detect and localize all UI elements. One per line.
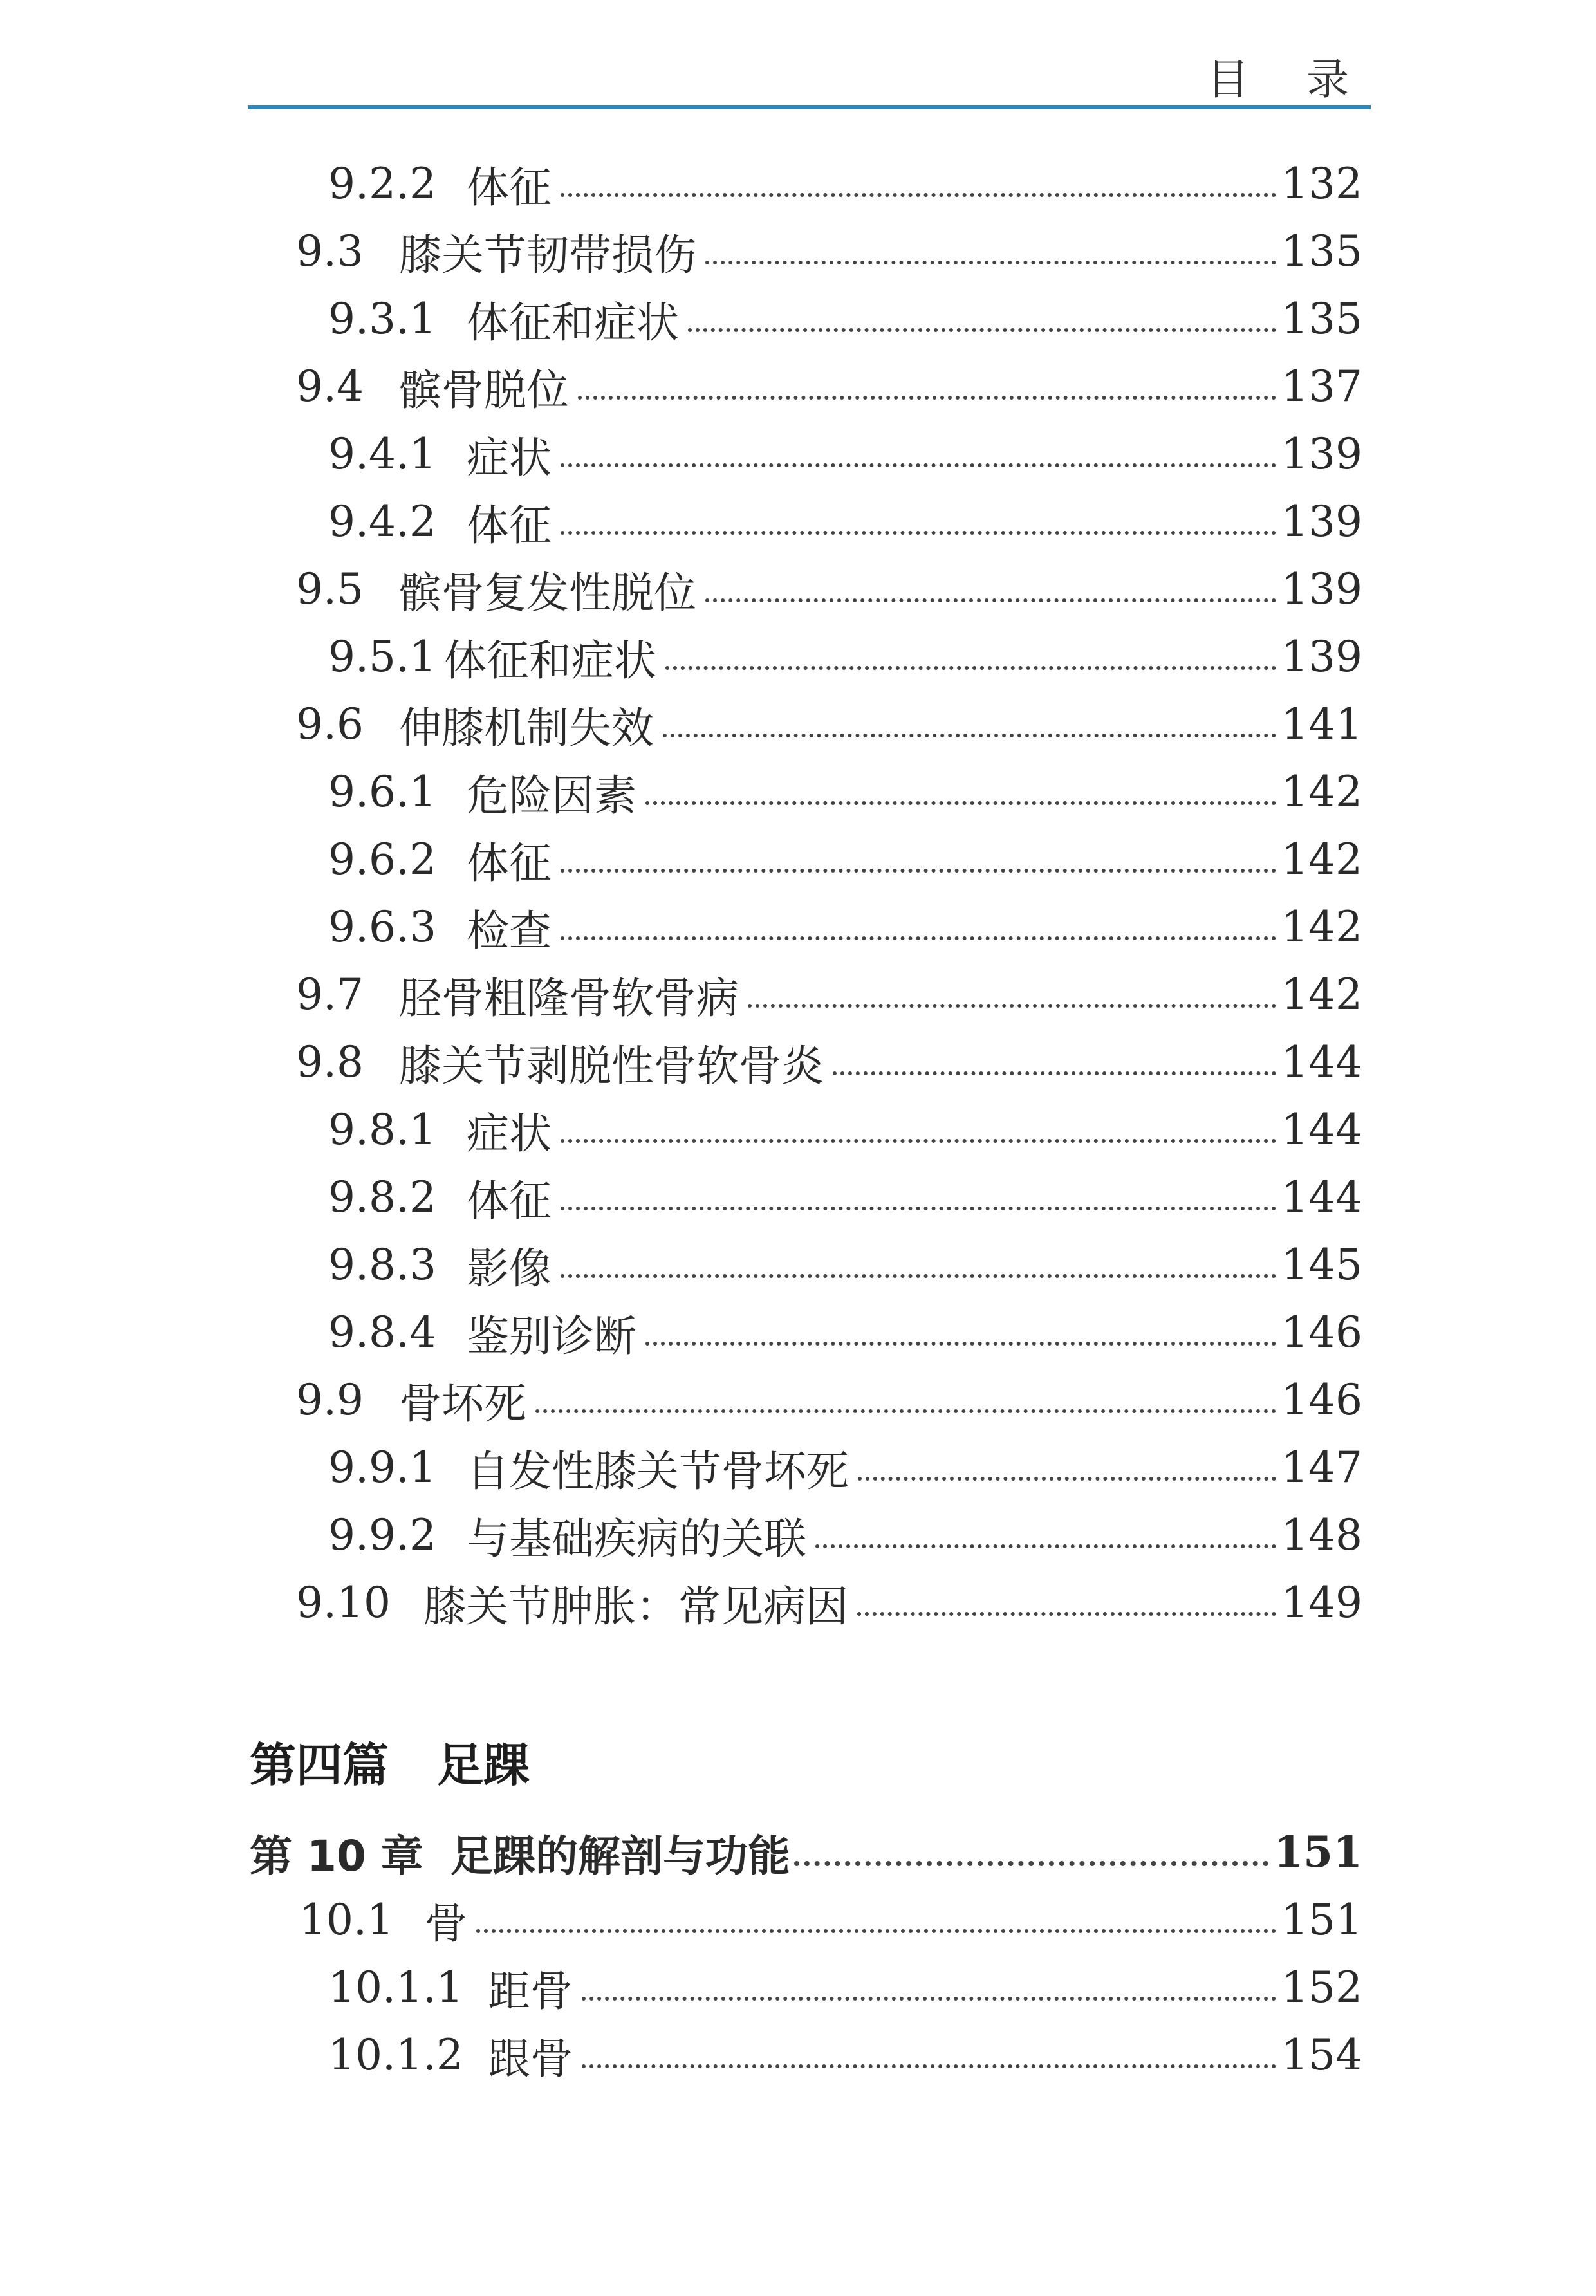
toc-entry-title: 胫骨粗隆骨软骨病 bbox=[399, 973, 739, 1023]
toc-entry[interactable] bbox=[296, 1570, 1362, 1634]
dot-leader bbox=[561, 193, 1276, 197]
toc-entry-title: 体征和症状 bbox=[467, 297, 679, 347]
dot-leader bbox=[857, 1612, 1276, 1616]
toc-entry-title: 体征和症状 bbox=[443, 635, 656, 685]
dot-leader bbox=[561, 1274, 1276, 1278]
dot-leader bbox=[705, 598, 1276, 602]
toc-entry-number: 9.9.2 bbox=[328, 1510, 436, 1560]
toc-entry-page: 137 bbox=[1281, 361, 1362, 411]
toc-entry-page: 144 bbox=[1281, 1172, 1362, 1222]
toc-entry-number: 9.6.2 bbox=[328, 834, 436, 884]
toc-entry[interactable] bbox=[328, 827, 1362, 891]
toc-entry-page: 148 bbox=[1281, 1510, 1362, 1560]
toc-entry-title: 检查 bbox=[467, 905, 552, 956]
dot-leader bbox=[688, 328, 1276, 332]
toc-entry-page: 139 bbox=[1281, 564, 1362, 614]
toc-entry-page: 142 bbox=[1281, 902, 1362, 952]
toc-entry-number: 9.5 bbox=[296, 564, 364, 614]
dot-leader bbox=[705, 261, 1276, 264]
toc-entry-number: 9.4 bbox=[296, 361, 364, 411]
toc-entry[interactable] bbox=[296, 1367, 1362, 1432]
toc-entry[interactable] bbox=[328, 1435, 1362, 1499]
toc-entry-title: 自发性膝关节骨坏死 bbox=[467, 1446, 849, 1496]
dot-leader bbox=[582, 1997, 1276, 2001]
toc-entry-title: 体征 bbox=[467, 1176, 552, 1226]
toc-entry-page: 152 bbox=[1281, 1962, 1362, 2012]
toc-entry[interactable] bbox=[296, 557, 1362, 621]
dot-leader bbox=[561, 463, 1276, 467]
toc-entry-number: 9.9.1 bbox=[328, 1442, 436, 1492]
toc-entry-page: 139 bbox=[1281, 429, 1362, 479]
dot-leader bbox=[665, 666, 1276, 670]
toc-entry[interactable] bbox=[328, 759, 1362, 824]
dot-leader bbox=[561, 1207, 1276, 1210]
toc-entry-page: 142 bbox=[1281, 766, 1362, 817]
toc-entry[interactable] bbox=[328, 1503, 1362, 1567]
toc-entry-title: 伸膝机制失效 bbox=[399, 703, 654, 753]
toc-entry-number: 9.8.3 bbox=[328, 1239, 436, 1290]
dot-leader bbox=[833, 1071, 1276, 1075]
toc-entry[interactable] bbox=[328, 2023, 1362, 2087]
toc-entry-page: 146 bbox=[1281, 1307, 1362, 1357]
toc-entry[interactable] bbox=[296, 1030, 1362, 1094]
toc-entry-title: 膝关节肿胀：常见病因 bbox=[423, 1581, 848, 1631]
toc-entry-title: 跟骨 bbox=[488, 2033, 573, 2084]
toc-entry[interactable] bbox=[328, 489, 1362, 553]
toc-entry[interactable] bbox=[296, 219, 1362, 283]
toc-entry-number: 9.3.1 bbox=[328, 293, 436, 344]
toc-entry-title: 体征 bbox=[467, 162, 552, 212]
toc-entry-title: 体征 bbox=[467, 500, 552, 550]
chapter-number: 第 10 章 bbox=[250, 1831, 423, 1881]
toc-entry-page: 145 bbox=[1281, 1239, 1362, 1290]
dot-leader bbox=[645, 1342, 1276, 1346]
toc-entry-number: 9.7 bbox=[296, 969, 364, 1019]
toc-entry-number: 9.6.3 bbox=[328, 902, 436, 952]
toc-entry-number: 10.1.1 bbox=[328, 1962, 463, 2012]
dot-leader bbox=[561, 936, 1276, 940]
toc-entry[interactable] bbox=[328, 1955, 1362, 2019]
toc-entry[interactable] bbox=[328, 1300, 1362, 1364]
toc-entry-title: 距骨 bbox=[488, 1966, 573, 2016]
dot-leader bbox=[476, 1929, 1276, 1933]
dot-leader bbox=[561, 531, 1276, 535]
dot-leader bbox=[794, 1861, 1268, 1866]
toc-entry[interactable] bbox=[328, 1165, 1362, 1229]
header-title: 目 录 bbox=[1207, 55, 1371, 104]
toc-entry[interactable] bbox=[328, 1097, 1362, 1162]
toc-entry-title: 影像 bbox=[467, 1243, 552, 1293]
header-rule bbox=[248, 105, 1371, 109]
dot-leader bbox=[815, 1544, 1276, 1548]
toc-entry-title: 与基础疾病的关联 bbox=[467, 1514, 806, 1564]
chapter-title: 足踝的解剖与功能 bbox=[450, 1831, 790, 1881]
toc-entry-number: 9.9 bbox=[296, 1375, 364, 1425]
toc-entry-title: 骨坏死 bbox=[399, 1378, 526, 1429]
dot-leader bbox=[561, 869, 1276, 873]
toc-entry-number: 9.6.1 bbox=[328, 766, 436, 817]
dot-leader bbox=[535, 1409, 1276, 1413]
toc-entry-title: 膝关节韧带损伤 bbox=[399, 230, 696, 280]
part-heading bbox=[250, 1728, 530, 1795]
toc-entry-page: 142 bbox=[1281, 969, 1362, 1019]
toc-entry[interactable] bbox=[296, 962, 1362, 1026]
toc-entry[interactable] bbox=[296, 692, 1362, 756]
toc-entry[interactable] bbox=[328, 151, 1362, 216]
toc-entry-page: 146 bbox=[1281, 1375, 1362, 1425]
toc-entry-number: 9.8 bbox=[296, 1037, 364, 1087]
toc-entry-number: 9.8.1 bbox=[328, 1104, 436, 1154]
toc-entry[interactable] bbox=[296, 354, 1362, 418]
toc-entry-page: 139 bbox=[1281, 496, 1362, 546]
toc-entry-page: 135 bbox=[1281, 226, 1362, 276]
toc-entry-number: 9.5.1 bbox=[328, 631, 436, 681]
toc-entry-page: 142 bbox=[1281, 834, 1362, 884]
dot-leader bbox=[663, 734, 1276, 737]
toc-entry-page: 154 bbox=[1281, 2030, 1362, 2080]
dot-leader bbox=[858, 1477, 1276, 1481]
toc-entry-title: 髌骨脱位 bbox=[399, 365, 569, 415]
dot-leader bbox=[748, 1004, 1276, 1008]
dot-leader bbox=[578, 396, 1276, 400]
toc-entry-number: 9.8.2 bbox=[328, 1172, 436, 1222]
toc-entry-page: 135 bbox=[1281, 293, 1362, 344]
toc-entry-number: 10.1 bbox=[299, 1894, 394, 1945]
toc-entry-number: 9.2.2 bbox=[328, 158, 436, 208]
toc-entry-title: 症状 bbox=[467, 1108, 552, 1158]
toc-entry-number: 9.4.2 bbox=[328, 496, 436, 546]
part-label: 第四篇 bbox=[250, 1738, 389, 1792]
toc-entry-page: 151 bbox=[1281, 1894, 1362, 1945]
toc-entry-title: 鉴别诊断 bbox=[467, 1311, 636, 1361]
dot-leader bbox=[645, 801, 1276, 805]
dot-leader bbox=[582, 2064, 1276, 2068]
toc-entry-number: 9.10 bbox=[296, 1577, 391, 1627]
toc-entry-title: 骨 bbox=[425, 1898, 467, 1949]
chapter-page: 151 bbox=[1274, 1827, 1362, 1877]
toc-entry-number: 9.6 bbox=[296, 699, 364, 749]
toc-entry[interactable] bbox=[328, 894, 1362, 959]
chapter-entry[interactable] bbox=[250, 1820, 1362, 1884]
part-title: 足踝 bbox=[437, 1738, 530, 1792]
dot-leader bbox=[561, 1139, 1276, 1143]
toc-entry-title: 髌骨复发性脱位 bbox=[399, 568, 696, 618]
toc-entry[interactable] bbox=[299, 1887, 1362, 1952]
toc-entry-number: 10.1.2 bbox=[328, 2030, 463, 2080]
toc-entry-page: 149 bbox=[1281, 1577, 1362, 1627]
toc-entry-number: 9.8.4 bbox=[328, 1307, 436, 1357]
toc-entry-page: 132 bbox=[1281, 158, 1362, 208]
toc-entry-number: 9.4.1 bbox=[328, 429, 436, 479]
toc-entry-page: 144 bbox=[1281, 1104, 1362, 1154]
toc-entry-number: 9.3 bbox=[296, 226, 364, 276]
toc-entry[interactable] bbox=[328, 1232, 1362, 1297]
toc-entry-title: 体征 bbox=[467, 838, 552, 888]
toc-entry[interactable] bbox=[328, 624, 1362, 689]
toc-entry-title: 膝关节剥脱性骨软骨炎 bbox=[399, 1041, 824, 1091]
toc-entry-page: 147 bbox=[1281, 1442, 1362, 1492]
toc-entry[interactable] bbox=[328, 286, 1362, 351]
toc-entry-page: 139 bbox=[1281, 631, 1362, 681]
toc-entry-title: 症状 bbox=[467, 432, 552, 483]
toc-entry-page: 141 bbox=[1281, 699, 1362, 749]
toc-entry[interactable] bbox=[328, 421, 1362, 486]
toc-entry-page: 144 bbox=[1281, 1037, 1362, 1087]
toc-entry-title: 危险因素 bbox=[467, 770, 636, 820]
